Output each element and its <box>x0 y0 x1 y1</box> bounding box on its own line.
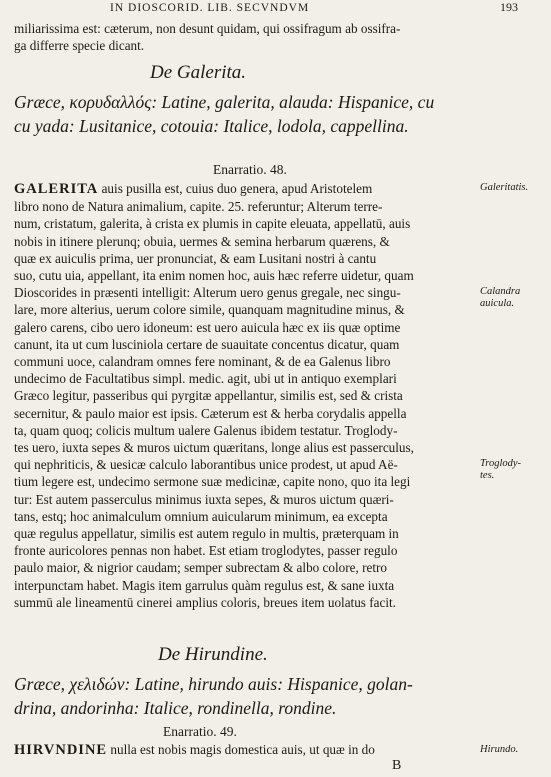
text-line: quæ ex auiculis prima, uer pronunciat, & eam Lusitani nostri à cantu <box>14 250 377 266</box>
marginal-note-galeritatis: Galeritatis. <box>480 182 529 193</box>
text-line: tans, estq; hoc animalculum omnium auicularum minimum, ea excepta <box>14 508 388 524</box>
text-line: ta, quam quoq; colicis multum ualere Galenus ibidem testatur. Troglody- <box>14 422 398 438</box>
galerita-paragraph <box>14 180 476 611</box>
synonym-line: cu yada: Lusitanice, cotouia: Italice, lodola, cappellina. <box>14 116 409 136</box>
marginal-note-troglodytes: Troglody- tes. <box>480 458 522 481</box>
text-line: quæ regulus appellatur, similis est autem regulo in multis, præterquam in <box>14 526 399 542</box>
synonym-line: Græce, κορυδαλλός: Latine, galerita, alauda: Hispanice, cu <box>14 92 435 112</box>
text-line: fronte auricolores pennas non habet. Est etiam troglodytes, passer regulo <box>14 543 398 559</box>
text-line: canunt, ita ut cum lusciniola certare de suauitate concentus dicatur, quam <box>14 336 400 352</box>
marginal-note-hirundo: Hirundo. <box>480 744 519 755</box>
text-line: HIRVNDINE nulla est nobis magis domestica auis, ut quæ in do <box>14 742 375 758</box>
section-title-galerita: De Galerita. <box>150 62 247 83</box>
text-line: nobis in itinere plerunq; obuia, uermes & semina herbarum quærens, & <box>14 233 390 249</box>
text-line: summū ale lineamentū cinerei amplius coloris, breues item uolatus facit. <box>14 594 396 610</box>
opening-paragraph <box>14 20 476 54</box>
running-head: IN DIOSCORID. LIB. SECVNDVM <box>110 2 310 14</box>
text-line: tes uero, iuxta sepes & muros uictum quæritans, longe alius est passerculus, <box>14 440 414 456</box>
synonym-line: Græce, χελιδών: Latine, hirundo auis: Hispanice, golan- <box>14 674 413 694</box>
enarratio-heading: Enarratio. 48. <box>213 162 287 177</box>
text-line: secernitur, & paulo maior est ipsis. Cæterum est & herba corydalis appella <box>14 405 407 421</box>
synonyms-galerita <box>14 90 476 138</box>
lead-word: GALERITA <box>14 181 99 197</box>
text-line: num, cristatum, galerita, à crista ex plumis in capite eleuata, appellatū, auis <box>14 216 411 232</box>
text-line: GALERITA auis pusilla est, cuius duo genera, apud Aristotelem <box>14 181 373 197</box>
text-line: interpunctam habet. Magis item garrulus quàm regulus est, & sane iuxta <box>14 577 395 593</box>
text-line: Dioscorides in præsenti intelligit: Alterum uero genus gregale, nec singu- <box>14 285 401 301</box>
signature-mark: B <box>392 758 402 773</box>
lead-word: HIRVNDINE <box>14 742 108 758</box>
enarratio-heading: Enarratio. 49. <box>163 724 237 739</box>
text-line: galero carens, cibo uero idoneum: est uero auicula hæc ex iis quæ optime <box>14 319 401 335</box>
text-line: suo, cutu uia, appellant, ita enim nomen hoc, auis hæc referre uidetur, quam <box>14 268 414 284</box>
text-line: communi uoce, calandram omnes fere nominant, & de ea Galenus libro <box>14 354 391 370</box>
text-line: qui nephriticis, & uesicæ calculo laborantibus unice prodest, ut apud Aë- <box>14 457 398 473</box>
text-line: tium legere est, undecimo sermone suæ medicinæ, capite nono, quo ita legi <box>14 474 411 490</box>
text-line: undecimo de Facultatibus simpl. medic. agit, ubi ut in antiquo exemplari <box>14 371 397 387</box>
synonyms-hirundine <box>14 672 476 720</box>
text-line: Græco legitur, passeribus qui pyrgitæ appellantur, similis est, sed & crista <box>14 388 403 404</box>
text-line: miliarissima est: cæterum, non desunt quidam, qui ossifragum ab ossifra- <box>14 21 401 36</box>
section-title-hirundine: De Hirundine. <box>158 644 268 665</box>
text-line: lare, more alterius, uerum colore simile, quanquam magnitudine minus, & <box>14 302 405 318</box>
marginal-note-calandra: Calandra auicula. <box>480 286 521 309</box>
hirundine-paragraph <box>14 741 476 759</box>
page-number: 193 <box>500 0 518 14</box>
text-line: libro nono de Natura animalium, capite. 25. referuntur; Alterum terre- <box>14 199 383 215</box>
synonym-line: drina, andorinha: Italice, rondinella, rondine. <box>14 698 337 718</box>
text-line: paulo maior, & nigrior caudam; semper subrectam & albo colore, retro <box>14 560 387 576</box>
text-line: ga differre specie dicant. <box>14 38 145 54</box>
text-line: tur: Est autem passerculus minimus iuxta sepes, & muros uictum quæri- <box>14 491 394 507</box>
